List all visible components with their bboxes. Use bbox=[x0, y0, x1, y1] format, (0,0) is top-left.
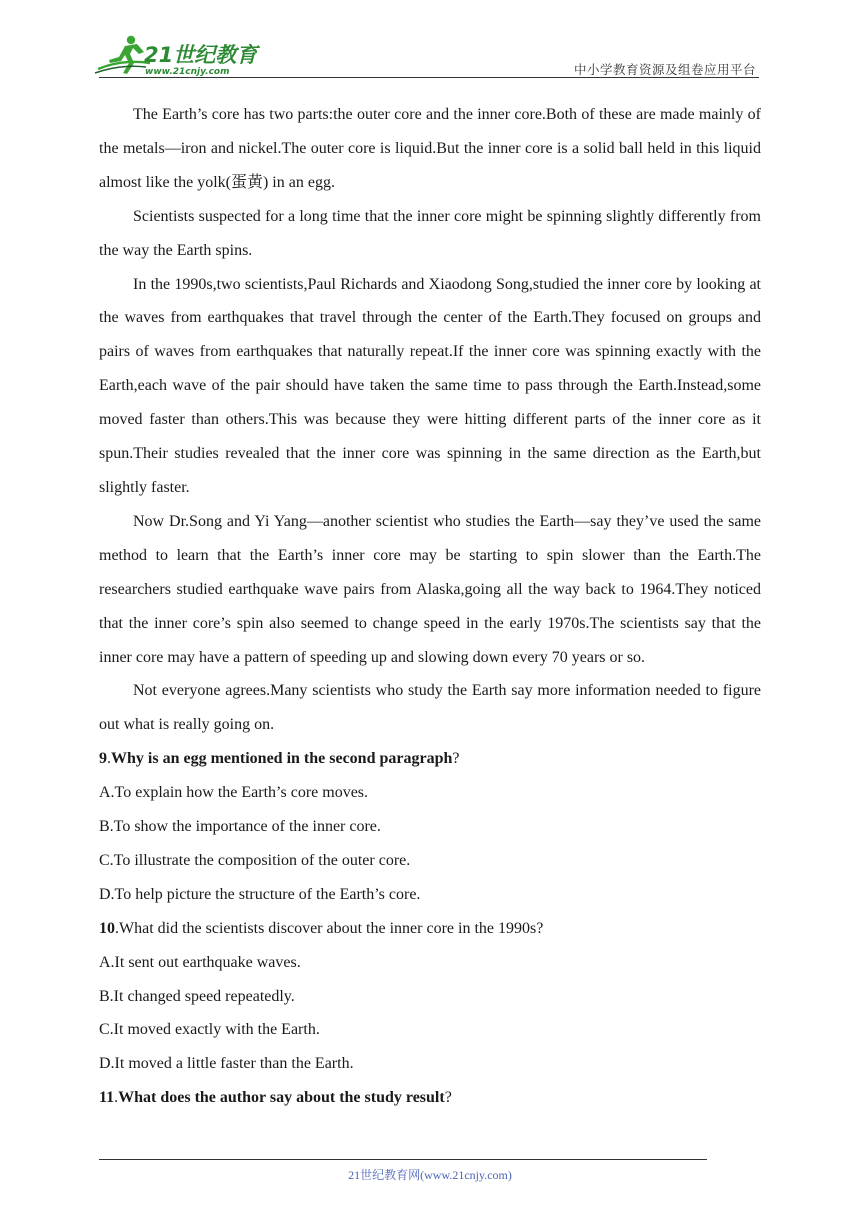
passage-paragraph-1: The Earth’s core has two parts:the outer core and the inner core.Both of these are made mainly of the metals—iron and nickel.The outer core is liquid.But the inner core is a solid ball held in this liquid almost like the yolk(蛋黄) in an egg. bbox=[99, 106, 761, 191]
runner-icon bbox=[95, 36, 150, 74]
page-content bbox=[99, 98, 761, 1115]
logo-url: www.21cnjy.com bbox=[145, 67, 230, 76]
question-number: 11 bbox=[99, 1089, 115, 1107]
question-mark: ? bbox=[444, 1089, 452, 1107]
question-10 bbox=[99, 912, 761, 946]
site-logo bbox=[92, 32, 262, 76]
question-text: What did the scientists discover about the inner core in the 1990s? bbox=[119, 919, 544, 937]
question-9 bbox=[99, 742, 761, 776]
question-separator: . bbox=[115, 919, 119, 937]
question-number: 10 bbox=[99, 919, 115, 937]
question-9-option-b[interactable]: B.To show the importance of the inner core. bbox=[99, 818, 381, 836]
question-text: What does the author say about the study result bbox=[118, 1089, 445, 1107]
page-header bbox=[0, 0, 860, 80]
question-9-option-c[interactable]: C.To illustrate the composition of the outer core. bbox=[99, 851, 411, 869]
question-10-option-c[interactable]: C.It moved exactly with the Earth. bbox=[99, 1021, 320, 1039]
question-10-option-d[interactable]: D.It moved a little faster than the Earth. bbox=[99, 1055, 354, 1073]
question-10-option-b[interactable]: B.It changed speed repeatedly. bbox=[99, 987, 295, 1005]
question-mark: ? bbox=[452, 750, 460, 768]
passage-paragraph-3: In the 1990s,two scientists,Paul Richards and Xiaodong Song,studied the inner core by looking at the waves from earthquakes that travel through the center of the Earth.They focused on groups and pairs of waves from earthquakes that naturally repeat.If the inner core was spinning exactly with the Earth,each wave of the pair should have taken the same time to pass through the Earth.Instead,some moved faster than others.This was because they were hitting different parts of the inner core as it spun.Their studies revealed that the inner core was spinning in the same direction as the Earth,but slightly faster. bbox=[99, 275, 761, 496]
question-9-option-d[interactable]: D.To help picture the structure of the Earth’s core. bbox=[99, 885, 421, 903]
footer-divider bbox=[99, 1159, 707, 1160]
logo-text: 21世纪教育 bbox=[144, 43, 258, 67]
passage-paragraph-5: Not everyone agrees.Many scientists who study the Earth say more information needed to figure out what is really going on. bbox=[99, 682, 761, 734]
question-separator: . bbox=[107, 750, 111, 768]
question-9-option-a[interactable]: A.To explain how the Earth’s core moves. bbox=[99, 784, 369, 802]
header-slogan: 中小学教育资源及组卷应用平台 bbox=[573, 62, 756, 77]
question-number: 9 bbox=[99, 750, 107, 768]
question-separator: . bbox=[114, 1089, 119, 1107]
question-11 bbox=[99, 1081, 761, 1115]
question-text: Why is an egg mentioned in the second paragraph bbox=[111, 750, 453, 768]
header-divider bbox=[99, 77, 759, 78]
passage-paragraph-2: Scientists suspected for a long time that the inner core might be spinning slightly differently from the way the Earth spins. bbox=[99, 207, 761, 259]
footer-text[interactable]: 21世纪教育网(www.21cnjy.com) bbox=[348, 1168, 512, 1182]
question-10-option-a[interactable]: A.It sent out earthquake waves. bbox=[99, 953, 301, 971]
passage-paragraph-4: Now Dr.Song and Yi Yang—another scientist who studies the Earth—say they’ve used the same method to learn that the Earth’s inner core may be starting to spin slower than the Earth.The researchers studied earthquake wave pairs from Alaska,going all the way back to 1964.They noticed that the inner core’s spin also seemed to change speed in the early 1970s.The scientists say that the inner core may have a pattern of speeding up and slowing down every 70 years or so. bbox=[99, 512, 761, 666]
